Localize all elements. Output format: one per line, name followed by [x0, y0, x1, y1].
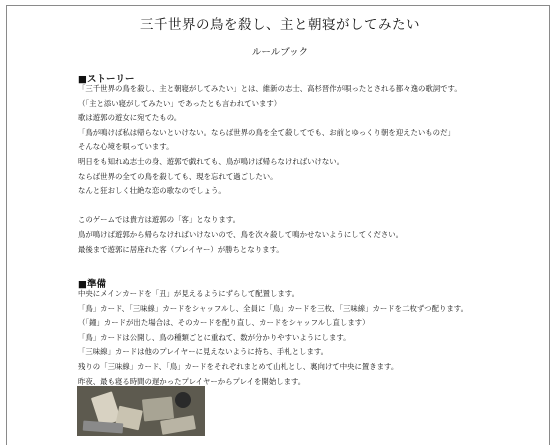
story-line: ならば世界の全ての鳥を殺しても、現を忘れて過ごしたい。	[78, 171, 278, 181]
setup-line: 残りの「三味線」カード、「鳥」カードをそれぞれまとめて山札とし、裏向けて中央に置きます。	[78, 361, 399, 371]
story-paragraph	[78, 82, 538, 257]
story-line: 明日をも知れぬ志士の身、遊郭で戯れても、鳥が鳴けば帰らなければいけない。	[78, 156, 345, 166]
setup-line: （「鐘」カードが出た場合は、そのカードを配り直し、カードをシャッフルし直します）	[78, 318, 370, 328]
story-line: 「三千世界の鳥を殺し、主と朝寝がしてみたい」とは、維新の志士、高杉晋作が唄ったとされる都々逸の歌詞です。	[78, 84, 462, 93]
setup-line: 昨夜、最も寝る時間の遅かったプレイヤーからプレイを開始します。	[78, 376, 306, 386]
setup-paragraph	[78, 287, 538, 389]
story-line: 最後まで遊郭に居座れた客（プレイヤー）が勝ちとなります。	[78, 244, 284, 254]
photo-card	[83, 421, 124, 434]
setup-line: 「鳥」カードは公開し、鳥の種類ごとに重ねて、数が分かりやすいようにします。	[78, 332, 351, 342]
story-line: 歌は遊郭の遊女に宛てたもの。	[78, 113, 182, 123]
photo-card	[175, 392, 191, 408]
document-title: 三千世界の鳥を殺し、主と朝寝がしてみたい	[140, 17, 420, 33]
setup-heading: ■準備	[78, 279, 106, 290]
setup-line: 「鳥」カード、「三味線」カードをシャッフルし、全員に「鳥」カードを三枚、「三味線」カードを二枚ずつ配ります。	[78, 303, 468, 313]
photo-card	[142, 396, 174, 421]
story-line: このゲームでは貴方は遊郭の「客」となります。	[78, 215, 241, 225]
story-line	[78, 199, 538, 214]
setup-line: 「三味線」カードは他のプレイヤーに見えないように持ち、手札とします。	[78, 347, 329, 357]
story-line: なんと狂おしく壮絶な恋の歌なのでしょう。	[78, 186, 226, 196]
setup-photo	[77, 386, 205, 436]
story-heading: ■ストーリー	[78, 74, 135, 85]
story-line: （「主と添い寝がしてみたい」であったとも言われています）	[78, 98, 282, 108]
story-line: 鳥が鳴けば遊郭から帰らなければいけないので、鳥を次々殺して鳴かせないようにしてください。	[78, 229, 404, 239]
story-line: そんな心境を唄っています。	[78, 142, 174, 152]
document-subtitle: ルールブック	[251, 47, 309, 58]
setup-line: 中央にメインカードを「丑」が見えるようにずらして配置します。	[78, 289, 299, 298]
story-line: 「鳥が鳴けば私は帰らないといけない。ならば世界の鳥を全て殺してでも、お前とゆっくり朝を迎えたいものだ」	[78, 127, 455, 137]
